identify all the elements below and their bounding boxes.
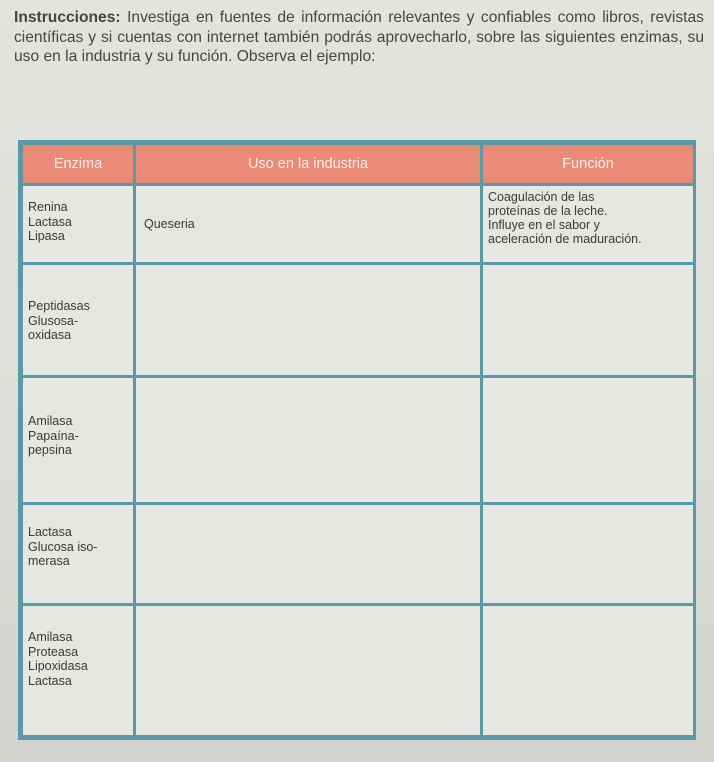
enzyme-name: Lipasa bbox=[28, 229, 65, 243]
instructions-paragraph bbox=[14, 8, 704, 67]
table-header-row bbox=[23, 145, 693, 183]
table-row bbox=[23, 505, 693, 603]
use-text: Queseria bbox=[144, 217, 195, 231]
enzyme-name: Lactasa bbox=[28, 525, 72, 539]
function-text: proteínas de la leche. bbox=[488, 204, 608, 218]
enzyme-table-frame bbox=[18, 140, 696, 740]
enzyme-name: Glusosa- bbox=[28, 313, 79, 328]
enzyme-name: pepsina bbox=[28, 443, 72, 457]
use-cell[interactable] bbox=[136, 265, 480, 375]
function-cell[interactable] bbox=[483, 606, 693, 735]
enzyme-name: Renina bbox=[28, 200, 68, 214]
function-cell[interactable] bbox=[483, 505, 693, 603]
function-text: aceleración de maduración. bbox=[488, 232, 642, 246]
use-cell[interactable] bbox=[136, 505, 480, 603]
use-cell[interactable] bbox=[136, 186, 480, 262]
function-cell[interactable] bbox=[483, 378, 693, 502]
enzyme-cell bbox=[23, 186, 133, 262]
enzyme-table bbox=[20, 142, 696, 738]
header-function: Función bbox=[483, 145, 693, 183]
header-enzyme: Enzima bbox=[23, 145, 133, 183]
use-cell[interactable] bbox=[136, 606, 480, 735]
use-cell[interactable] bbox=[136, 378, 480, 502]
table-row bbox=[23, 606, 693, 735]
table-row bbox=[23, 265, 693, 375]
enzyme-cell bbox=[23, 505, 133, 603]
header-use: Uso en la industria bbox=[136, 145, 480, 183]
enzyme-name: Peptidasas bbox=[28, 299, 90, 313]
function-cell[interactable] bbox=[483, 186, 693, 262]
enzyme-name: Lactasa bbox=[28, 673, 72, 688]
function-text: Coagulación de las bbox=[488, 190, 595, 204]
function-cell[interactable] bbox=[483, 265, 693, 375]
enzyme-name: Lactasa bbox=[28, 214, 72, 229]
enzyme-name: Amilasa bbox=[28, 630, 73, 644]
table-row bbox=[23, 186, 693, 262]
enzyme-cell bbox=[23, 378, 133, 502]
enzyme-name: Papaína- bbox=[28, 428, 79, 443]
enzyme-name: Proteasa bbox=[28, 644, 79, 659]
instructions-text: Investiga en fuentes de información relevantes y confiables como libros, revistas científicas y si cuentas con internet también podrás aprovecharlo, sobre las siguientes enzimas, su uso en la industria y su función. Observa el ejemplo: bbox=[14, 9, 704, 65]
enzyme-name: Amilasa bbox=[28, 414, 73, 428]
enzyme-name: oxidasa bbox=[28, 328, 72, 342]
function-text: Influye en el sabor y bbox=[488, 218, 600, 232]
enzyme-name: Glucosa iso- bbox=[28, 539, 98, 554]
table-row bbox=[23, 378, 693, 502]
enzyme-cell bbox=[23, 606, 133, 735]
enzyme-name: merasa bbox=[28, 554, 70, 568]
enzyme-cell bbox=[23, 265, 133, 375]
instructions-label: Instrucciones: bbox=[14, 9, 121, 26]
enzyme-name: Lipoxidasa bbox=[28, 659, 88, 673]
